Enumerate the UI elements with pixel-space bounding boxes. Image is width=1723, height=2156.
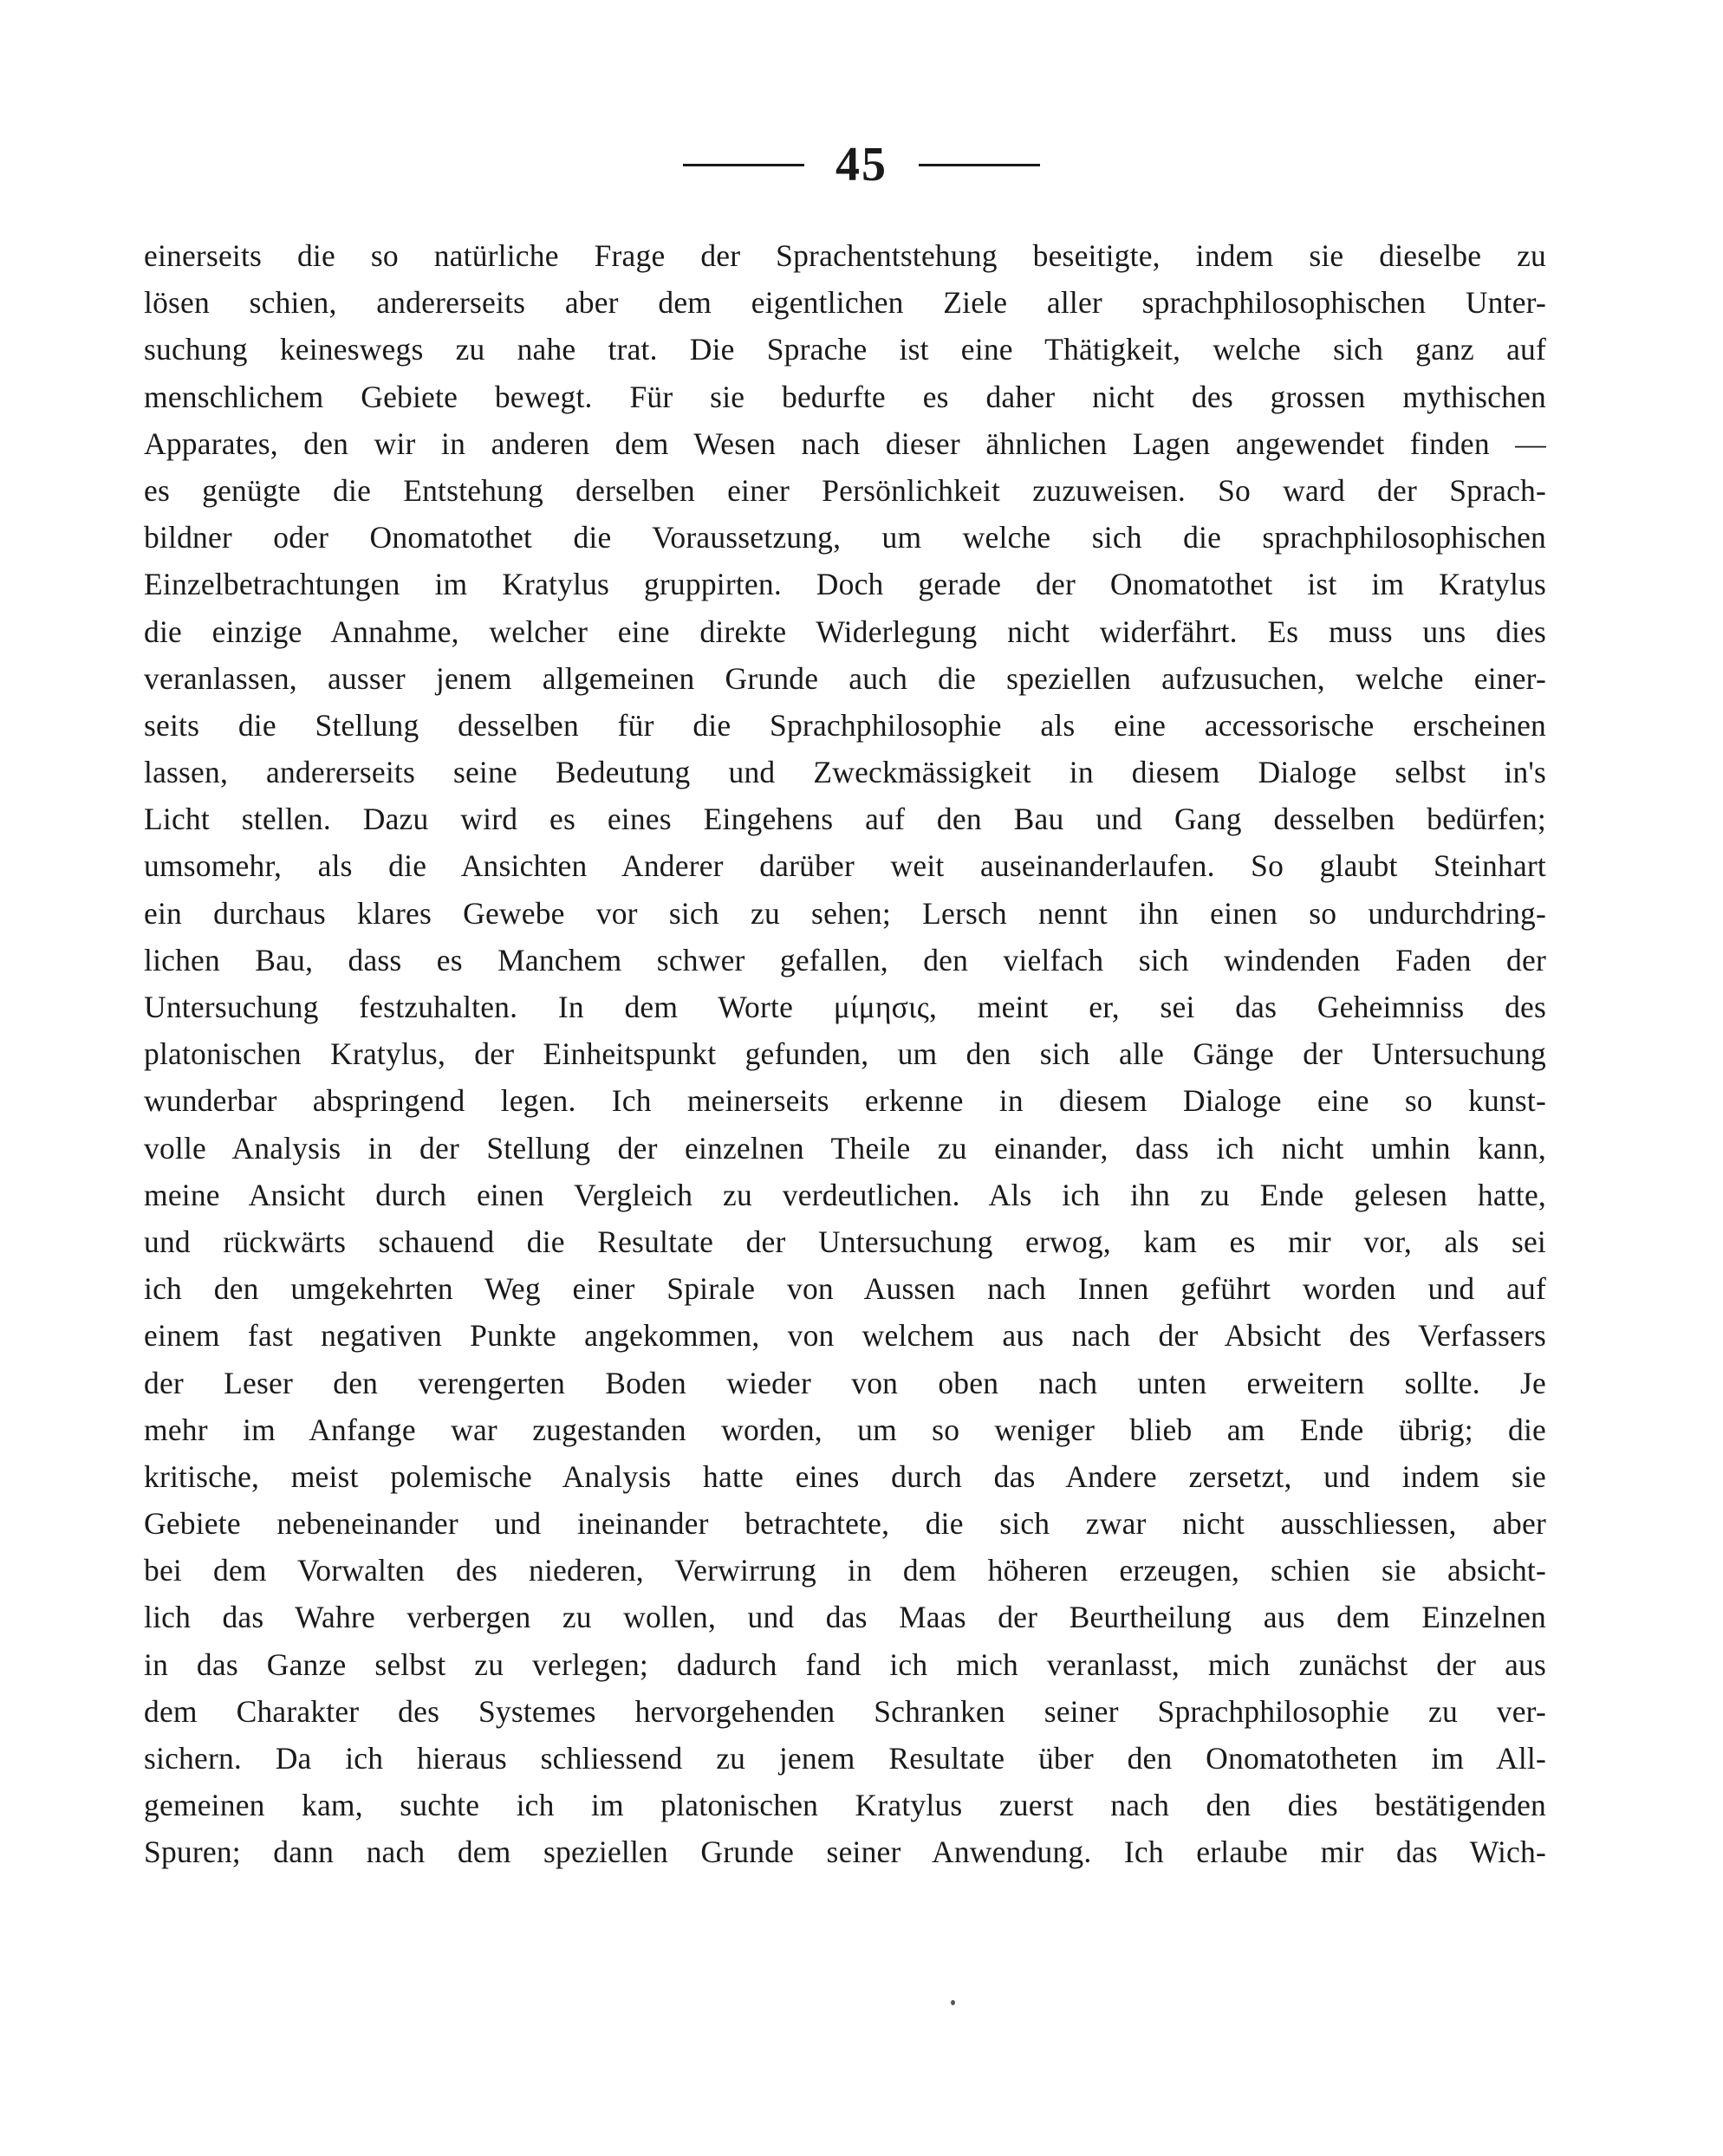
text-line: umsomehr, als die Ansichten Anderer darüber weit auseinanderlaufen. So glaubt Steinhart xyxy=(144,848,1546,884)
text-line: es genügte die Entstehung derselben einer Persönlichkeit zuzuweisen. So ward der Sprach- xyxy=(144,472,1546,508)
text-line: die einzige Annahme, welcher eine direkte Widerlegung nicht widerfährt. Es muss uns dies xyxy=(144,614,1546,649)
page-header xyxy=(0,134,1723,195)
text-line: volle Analysis in der Stellung der einzelnen Theile zu einander, dass ich nicht umhin kann, xyxy=(144,1130,1546,1166)
text-line: mehr im Anfange war zugestanden worden, um so weniger blieb am Ende übrig; die xyxy=(144,1412,1546,1447)
text-line: kritische, meist polemische Analysis hatte eines durch das Andere zersetzt, und indem sie xyxy=(144,1458,1546,1494)
text-line: Einzelbetrachtungen im Kratylus gruppirten. Doch gerade der Onomatothet ist im Kratylus xyxy=(144,567,1546,602)
paper-speck xyxy=(951,2000,955,2005)
page-number: 45 xyxy=(835,138,888,192)
text-line: lichen Bau, dass es Manchem schwer gefallen, den vielfach sich windenden Faden der xyxy=(144,942,1546,977)
text-line: ein durchaus klares Gewebe vor sich zu sehen; Lersch nennt ihn einen so undurchdring- xyxy=(144,895,1546,931)
text-line: veranlassen, ausser jenem allgemeinen Grunde auch die speziellen aufzusuchen, welche einer- xyxy=(144,660,1546,696)
text-line: menschlichem Gebiete bewegt. Für sie bedurfte es daher nicht des grossen mythischen xyxy=(144,379,1546,414)
text-line: suchung keineswegs zu nahe trat. Die Sprache ist eine Thätigkeit, welche sich ganz auf xyxy=(144,332,1546,367)
text-line: dem Charakter des Systemes hervorgehenden Schranken seiner Sprachphilosophie zu ver- xyxy=(144,1693,1546,1729)
text-line: ich den umgekehrten Weg einer Spirale von Aussen nach Innen geführt worden und auf xyxy=(144,1271,1546,1307)
text-line: der Leser den verengerten Boden wieder von oben nach unten erweitern sollte. Je xyxy=(144,1365,1546,1400)
text-line: und rückwärts schauend die Resultate der Untersuchung erwog, kam es mir vor, als sei xyxy=(144,1224,1546,1259)
text-line: platonischen Kratylus, der Einheitspunkt gefunden, um den sich alle Gänge der Untersuchung xyxy=(144,1036,1546,1072)
body-text xyxy=(144,232,1546,1876)
text-line: Gebiete nebeneinander und ineinander betrachtete, die sich zwar nicht ausschliessen, aber xyxy=(144,1506,1546,1542)
text-line: meine Ansicht durch einen Vergleich zu verdeutlichen. Als ich ihn zu Ende gelesen hatte, xyxy=(144,1177,1546,1212)
text-line: Apparates, den wir in anderen dem Wesen nach dieser ähnlichen Lagen angewendet finden — xyxy=(144,425,1546,461)
text-line: bildner oder Onomatothet die Voraussetzung, um welche sich die sprachphilosophischen xyxy=(144,520,1546,555)
text-line: bei dem Vorwalten des niederen, Verwirrung in dem höheren erzeugen, schien sie absicht- xyxy=(144,1553,1546,1588)
header-rule-right xyxy=(919,164,1040,166)
text-line: Licht stellen. Dazu wird es eines Eingehens auf den Bau und Gang desselben bedürfen; xyxy=(144,802,1546,837)
text-line: einerseits die so natürliche Frage der Sprachentstehung beseitigte, indem sie dieselbe zu xyxy=(144,238,1546,273)
text-line: lösen schien, andererseits aber dem eigentlichen Ziele aller sprachphilosophischen Unter- xyxy=(144,285,1546,321)
text-line: lich das Wahre verbergen zu wollen, und das Maas der Beurtheilung aus dem Einzelnen xyxy=(144,1600,1546,1635)
header-rule-left xyxy=(683,164,804,166)
text-line: wunderbar abspringend legen. Ich meinerseits erkenne in diesem Dialoge eine so kunst- xyxy=(144,1083,1546,1119)
text-line: Spuren; dann nach dem speziellen Grunde seiner Anwendung. Ich erlaube mir das Wich- xyxy=(144,1835,1546,1870)
text-line: seits die Stellung desselben für die Sprachphilosophie als eine accessorische erscheinen xyxy=(144,707,1546,743)
text-line: sichern. Da ich hieraus schliessend zu jenem Resultate über den Onomatotheten im All- xyxy=(144,1741,1546,1776)
text-line: einem fast negativen Punkte angekommen, von welchem aus nach der Absicht des Verfassers xyxy=(144,1318,1546,1354)
text-line: Untersuchung festzuhalten. In dem Worte μίμησις, meint er, sei das Geheimniss des xyxy=(144,990,1546,1024)
text-line: gemeinen kam, suchte ich im platonischen Kratylus zuerst nach den dies bestätigenden xyxy=(144,1788,1546,1823)
text-line: in das Ganze selbst zu verlegen; dadurch fand ich mich veranlasst, mich zunächst der aus xyxy=(144,1646,1546,1682)
text-line: lassen, andererseits seine Bedeutung und Zweckmässigkeit in diesem Dialoge selbst in's xyxy=(144,755,1546,790)
